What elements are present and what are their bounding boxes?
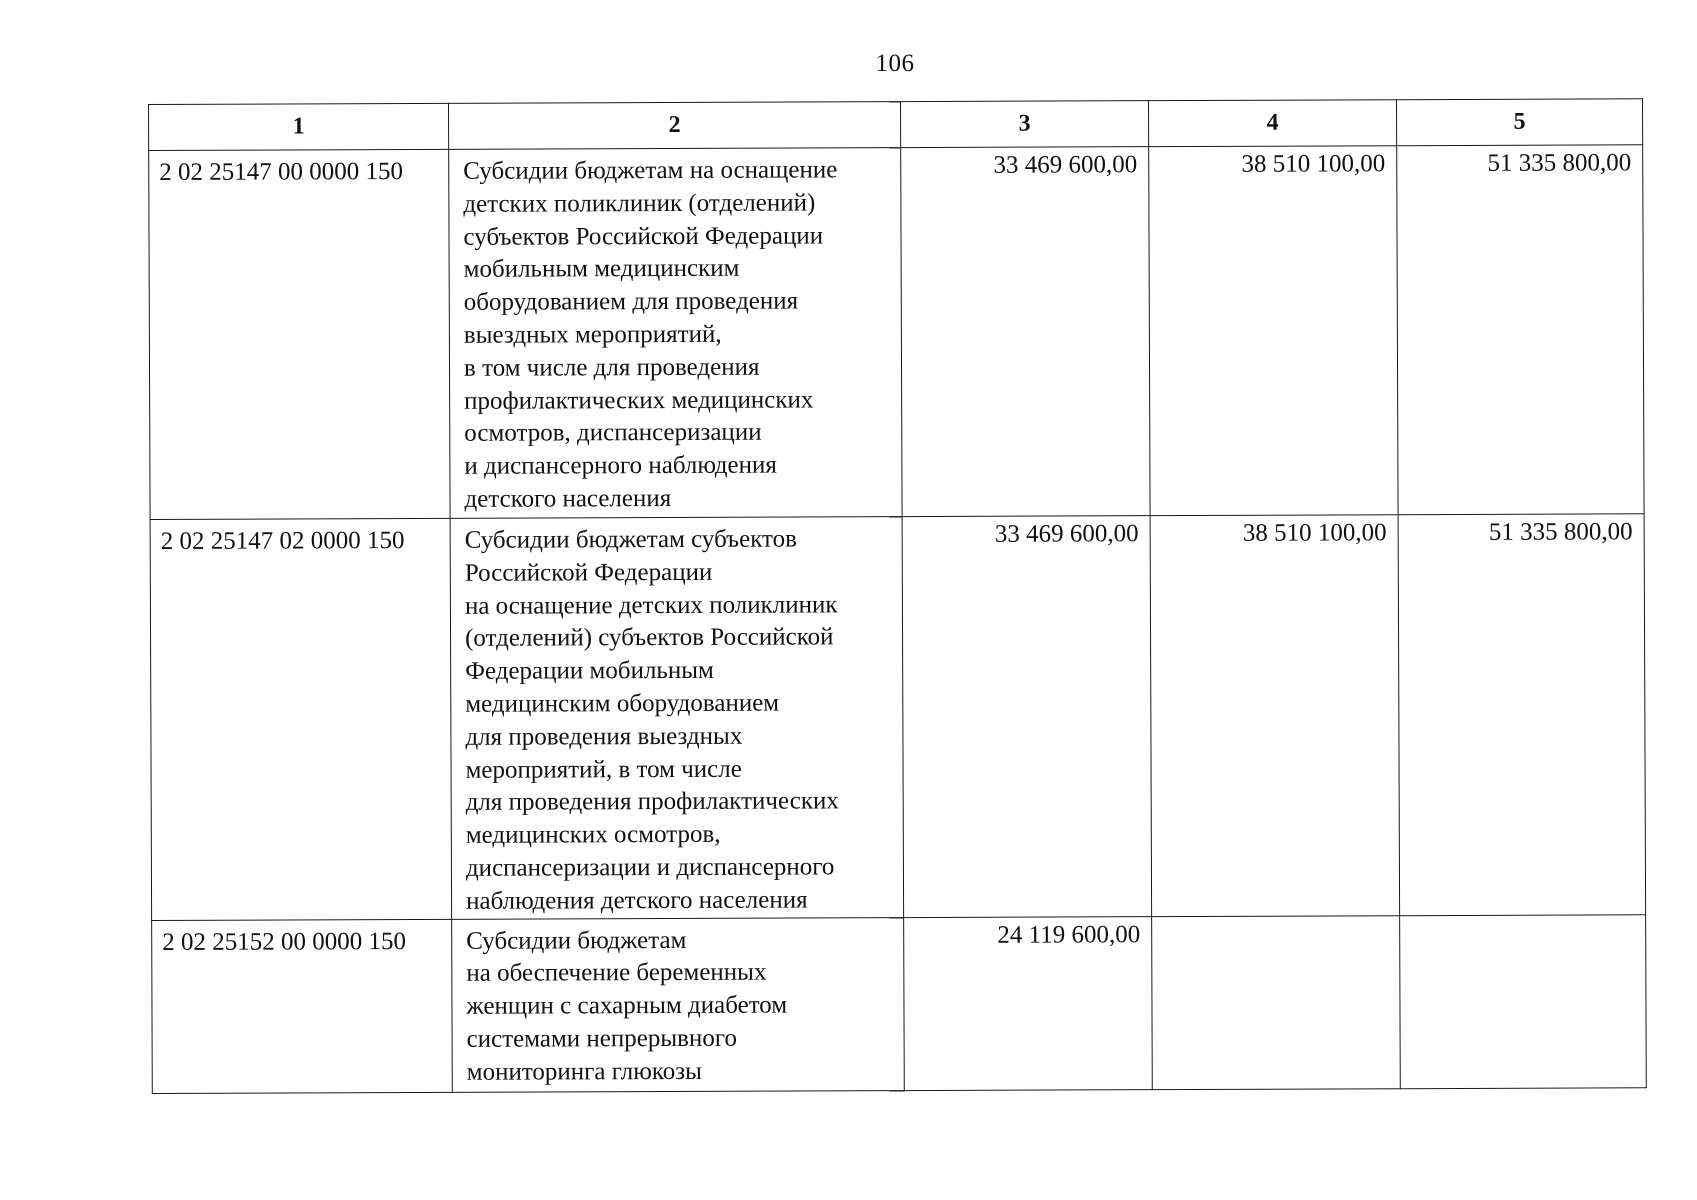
description-line: медицинских осмотров, [465,820,721,849]
description-line: субъектов Российской Федерации [463,222,824,251]
description-line: Субсидии бюджетам [466,926,687,955]
table-row [149,145,1644,520]
amount-col3-cell: 33 469 600,00 [901,147,1150,517]
description-cell [450,517,904,919]
description-line: мероприятий, в том числе [465,755,742,784]
description-cell [452,917,905,1092]
column-header-2: 2 [448,102,900,150]
description-line: Субсидии бюджетам на оснащение [463,156,838,185]
amount-col5-cell: 51 335 800,00 [1398,514,1646,916]
description-line: профилактических медицинских [464,386,814,415]
amount-col3-cell: 33 469 600,00 [902,516,1152,918]
description-line: Субсидии бюджетам субъектов [464,525,797,554]
description-line: Федерации мобильным [465,657,714,685]
amount-col4-cell [1152,915,1401,1089]
description-line: детских поликлиник (отделений) [463,189,816,218]
description-line: медицинским оборудованием [465,689,780,718]
description-line: женщин с сахарным диабетом [466,991,788,1020]
column-header-3: 3 [900,101,1148,148]
amount-col4-cell: 38 510 100,00 [1149,146,1398,516]
page-number: 106 [875,50,915,77]
description-line: осмотров, диспансеризации [464,419,762,448]
table-row [152,914,1647,1093]
description-line: для проведения профилактических [465,787,839,817]
budget-code-cell: 2 02 25147 00 0000 150 [149,149,450,519]
description-cell [449,148,902,519]
amount-col3-cell: 24 119 600,00 [904,916,1153,1090]
description-line: (отделений) субъектов Российской [465,623,834,653]
description-line: мобильным медицинским [463,255,740,284]
description-line: в том числе для проведения [463,353,760,382]
column-header-5: 5 [1396,99,1642,146]
description-line: выездных мероприятий, [463,320,722,349]
column-header-4: 4 [1148,100,1396,147]
description-line: для проведения выездных [465,722,743,751]
amount-col5-cell: 51 335 800,00 [1397,145,1644,515]
description-line: диспансеризации и диспансерного [465,853,835,882]
budget-code-cell: 2 02 25147 02 0000 150 [150,518,452,920]
description-line: Российской Федерации [464,558,713,587]
table-header-row [149,99,1643,151]
table-row [150,514,1646,920]
description-line: детского населения [464,484,672,513]
amount-col5-cell [1400,914,1647,1088]
description-line: оборудованием для проведения [463,287,799,316]
description-line: мониторинга глюкозы [466,1057,702,1086]
description-line: и диспансерного наблюдения [464,451,777,480]
description-line: на оснащение детских поликлиник [464,590,838,620]
budget-table [148,98,1647,1093]
budget-code-cell: 2 02 25152 00 0000 150 [152,919,453,1093]
description-line: системами непрерывного [466,1024,738,1053]
description-line: на обеспечение беременных [466,958,767,988]
description-line: наблюдения детского населения [466,886,808,915]
column-header-1: 1 [149,103,449,150]
amount-col4-cell: 38 510 100,00 [1150,515,1400,917]
